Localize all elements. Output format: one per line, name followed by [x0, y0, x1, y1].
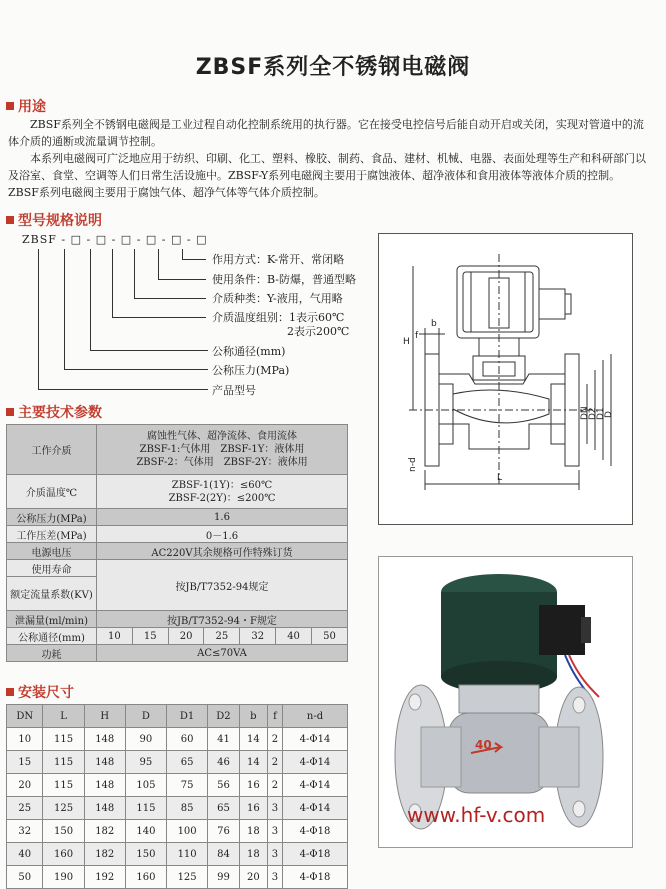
tech-params-table	[6, 424, 348, 662]
col-header: n-d	[283, 705, 348, 728]
valve-drawing	[378, 233, 633, 525]
table-row: 32 150 182 140 100 76 18 3 4-Φ18	[7, 820, 348, 843]
product-photo	[378, 556, 633, 848]
col-header: b	[239, 705, 267, 728]
table-row: 25 125 148 115 85 65 16 3 4-Φ14	[7, 797, 348, 820]
tech-dn-label: 公称通径(mm)	[7, 628, 97, 645]
drawing-label-DN: DN	[580, 406, 590, 420]
tech-dn-cell: 15	[132, 628, 168, 645]
table-row: 20 115 148 105 75 56 16 2 4-Φ14	[7, 774, 348, 797]
drawing-label-H: H	[403, 337, 410, 347]
tech-power-value: AC≤70VA	[97, 645, 348, 662]
tech-voltage-value: AC220V其余规格可作特殊订货	[97, 543, 348, 560]
tech-temp-value: ZBSF-1(1Y)：≤60℃ ZBSF-2(2Y)：≤200℃	[97, 475, 348, 509]
section-tech-heading: 主要技术参数	[6, 402, 102, 422]
col-header: f	[267, 705, 282, 728]
model-code: ZBSF - □ - □ - □ - □ - □ - □	[22, 233, 208, 246]
section-marker-icon	[6, 688, 14, 696]
tech-leak-value: 按JB/T7352-94・F规定	[97, 611, 348, 628]
section-marker-icon	[6, 102, 14, 110]
drawing-label-L: L	[497, 473, 503, 483]
tech-medium-label: 工作介质	[7, 425, 97, 475]
tech-life-label: 使用寿命	[7, 560, 97, 577]
tech-dn-cell: 50	[311, 628, 347, 645]
usage-paragraph-3: ZBSF系列电磁阀主要用于腐蚀气体、超净气体等气体介质控制。	[8, 186, 325, 199]
col-header: D	[125, 705, 166, 728]
usage-paragraph-1: ZBSF系列全不锈钢电磁阀是工业过程自动化控制系统用的执行器。它在接受电控信号后能自动开启或关闭，实现对管道中的流体介质的通断或流量调节控制。	[8, 118, 644, 148]
model-label-medium: 介质种类：Y-液用，气用略	[212, 292, 343, 305]
drawing-label-b: b	[431, 319, 437, 329]
drawing-label-nd: n-d	[408, 457, 418, 472]
section-install-heading: 安装尺寸	[6, 682, 74, 702]
drawing-label-f: f	[415, 331, 419, 341]
table-row: 50 190 192 160 125 99 20 3 4-Φ18	[7, 866, 348, 889]
tech-dn-cell: 25	[204, 628, 240, 645]
col-header: D2	[208, 705, 240, 728]
tech-dn-cell: 10	[97, 628, 133, 645]
model-label-condition: 使用条件：B-防爆，普通型略	[212, 273, 357, 286]
col-header: DN	[7, 705, 43, 728]
table-row: 15 115 148 95 65 46 14 2 4-Φ14	[7, 751, 348, 774]
page-title: ZBSF系列全不锈钢电磁阀	[195, 55, 471, 80]
section-usage-heading: 用途	[6, 96, 46, 116]
photo-marking: 40	[475, 738, 492, 752]
table-row: 10 115 148 90 60 41 14 2 4-Φ14	[7, 728, 348, 751]
model-label-temp-group: 介质温度组别：1表示60℃	[212, 311, 345, 324]
tech-dn-cell: 40	[276, 628, 312, 645]
tech-dn-cell: 32	[240, 628, 276, 645]
drawing-label-D1: D1	[596, 407, 606, 420]
website-url[interactable]: www.hf-v.com	[407, 803, 546, 827]
table-row: 40 160 182 150 110 84 18 3 4-Φ18	[7, 843, 348, 866]
tech-leak-label: 泄漏量(ml/min)	[7, 611, 97, 628]
usage-text	[8, 116, 648, 201]
section-marker-icon	[6, 408, 14, 416]
tech-diff-value: 0－1.6	[97, 526, 348, 543]
model-label-action: 作用方式：K-常开、常闭略	[212, 253, 345, 266]
tech-flow-label: 额定流量系数(KV)	[7, 577, 97, 611]
tech-diff-label: 工作压差(MPa)	[7, 526, 97, 543]
drawing-label-D2: D2	[588, 407, 598, 420]
tech-voltage-label: 电源电压	[7, 543, 97, 560]
tech-temp-label: 介质温度℃	[7, 475, 97, 509]
tech-life-flow-value: 按JB/T7352-94规定	[97, 560, 348, 611]
tech-medium-value: 腐蚀性气体、超净流体、食用流体 ZBSF-1:气体用 ZBSF-1Y：液体用 ZBSF-2：气体用 ZBSF-2Y：液体用	[97, 425, 348, 475]
tech-pressure-value: 1.6	[97, 509, 348, 526]
model-label-product: 产品型号	[212, 384, 256, 397]
section-model-heading: 型号规格说明	[6, 210, 102, 230]
model-label-diameter: 公称通径(mm)	[212, 345, 286, 358]
tech-dn-cell: 20	[168, 628, 204, 645]
drawing-label-D: D	[604, 411, 614, 418]
usage-paragraph-2: 本系列电磁阀可广泛地应用于纺织、印刷、化工、塑料、橡胶、制药、食品、建材、机械、电器、表面处理等生产和科研部门以及浴室、食堂、空调等人们日常生活设施中。ZBSF-Y系列电磁阀主要用于腐蚀液体、超净液体和食用液体等液体介质的控制。	[8, 152, 646, 182]
tech-power-label: 功耗	[7, 645, 97, 662]
tech-pressure-label: 公称压力(MPa)	[7, 509, 97, 526]
install-dimensions-table	[6, 704, 348, 889]
model-label-pressure: 公称压力(MPa)	[212, 364, 290, 377]
section-marker-icon	[6, 216, 14, 224]
col-header: L	[43, 705, 84, 728]
col-header: D1	[167, 705, 208, 728]
col-header: H	[84, 705, 125, 728]
model-label-temp-2: 2表示200℃	[287, 325, 350, 338]
